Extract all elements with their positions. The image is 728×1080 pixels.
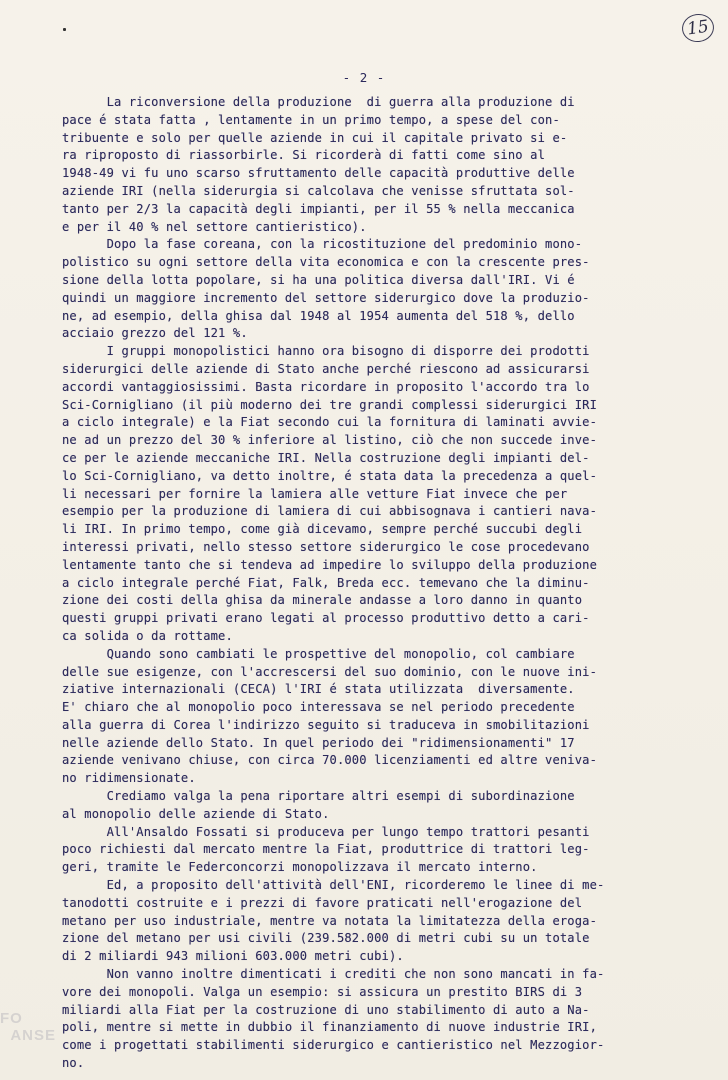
text-line: ce per le aziende meccaniche IRI. Nella costruzione degli impianti del- xyxy=(62,450,590,465)
folio-number-text: 15 xyxy=(685,16,711,40)
text-line: vore dei monopoli. Valga un esempio: si assicura un prestito BIRS di 3 xyxy=(62,984,583,999)
text-line: Crediamo valga la pena riportare altri esempi di subordinazione xyxy=(62,789,575,804)
text-line: La riconversione della produzione di guerra alla produzione di xyxy=(62,95,575,109)
text-line: ziative internazionali (CECA) l'IRI é stata utilizzata diversamente. xyxy=(62,682,575,697)
text-line: tanodotti costruite e i prezzi di favore praticati nell'erogazione del xyxy=(62,895,583,910)
text-line: al monopolio delle aziende di Stato. xyxy=(62,806,330,821)
text-line: geri, tramite le Federconcorzi monopolizzava il mercato interno. xyxy=(62,860,538,875)
text-line: alla guerra di Corea l'indirizzo seguito si traduceva in smobilitazioni xyxy=(62,717,590,732)
text-line: lo Sci-Cornigliano, va detto inoltre, é stata data la precedenza a quel- xyxy=(62,468,598,483)
text-line: no ridimensionate. xyxy=(62,771,196,786)
ink-mark xyxy=(63,28,66,31)
text-line: Quando sono cambiati le prospettive del monopolio, col cambiare xyxy=(62,646,575,661)
text-line: accordi vantaggiosissimi. Basta ricordare in proposito l'accordo tra lo xyxy=(62,379,590,394)
text-line: zione del metano per usi civili (239.582.000 di metri cubi su un totale xyxy=(62,931,590,946)
text-line: nelle aziende dello Stato. In quel periodo dei "ridimensionamenti" 17 xyxy=(62,735,575,750)
text-line: Ed, a proposito dell'attività dell'ENI, ricorderemo le linee di me- xyxy=(62,878,605,893)
text-line: pace é stata fatta , lentamente in un primo tempo, a spese del con- xyxy=(62,112,560,127)
text-line: Non vanno inoltre dimenticati i crediti che non sono mancati in fa- xyxy=(62,967,605,982)
text-line: ca solida o da rottame. xyxy=(62,628,233,643)
text-line: a ciclo integrale) e la Fiat secondo cui la fornitura di laminati avvie- xyxy=(62,415,598,430)
archive-watermark: FO ANSE xyxy=(0,1010,57,1044)
body-text xyxy=(62,94,662,1073)
text-line: poco richiesti dal mercato mentre la Fiat, produttrice di trattori leg- xyxy=(62,842,590,857)
text-line: ne, ad esempio, della ghisa dal 1948 al 1954 aumenta del 518 %, dello xyxy=(62,308,575,323)
text-line: siderurgici delle aziende di Stato anche perché riescono ad assicurarsi xyxy=(62,361,590,376)
text-line: zione dei costi della ghisa da minerale andasse a loro danno in quanto xyxy=(62,593,583,608)
text-line: lentamente tanto che si tendeva ad impedire lo sviluppo della produzione xyxy=(62,557,598,572)
text-line: metano per uso industriale, mentre va notata la limitatezza della eroga- xyxy=(62,913,598,928)
text-line: polistico su ogni settore della vita economica e con la crescente pres- xyxy=(62,255,590,270)
text-line: miliardi alla Fiat per la costruzione di uno stabilimento di auto a Na- xyxy=(62,1002,590,1017)
text-line: delle sue esigenze, con l'accrescersi del suo dominio, con le nuove ini- xyxy=(62,664,598,679)
text-line: aziende IRI (nella siderurgia si calcolava che venisse sfruttata sol- xyxy=(62,183,575,198)
text-line: E' chiaro che al monopolio poco interessava se nel periodo precedente xyxy=(62,700,575,715)
text-line: come i progettati stabilimenti siderurgico e cantieristico nel Mezzogior- xyxy=(62,1038,605,1053)
text-line: questi gruppi privati erano legati al processo produttivo detto a cari- xyxy=(62,611,590,626)
text-line: Dopo la fase coreana, con la ricostituzione del predominio mono- xyxy=(62,237,583,252)
text-line: tribuente e solo per quelle aziende in cui il capitale privato si e- xyxy=(62,130,568,145)
text-line: a ciclo integrale perché Fiat, Falk, Breda ecc. temevano che la diminu- xyxy=(62,575,590,590)
text-line: Sci-Cornigliano (il più moderno dei tre grandi complessi siderurgici IRI xyxy=(62,397,598,412)
text-line: quindi un maggiore incremento del settore siderurgico dove la produzio- xyxy=(62,290,590,305)
text-line: All'Ansaldo Fossati si produceva per lungo tempo trattori pesanti xyxy=(62,824,590,839)
text-line: 1948-49 vi fu uno scarso sfruttamento delle capacità produttive delle xyxy=(62,166,575,181)
text-line: li necessari per fornire la lamiera alle vetture Fiat invece che per xyxy=(62,486,568,501)
text-line: e per il 40 % nel settore cantieristico). xyxy=(62,219,367,234)
text-line: no. xyxy=(62,1056,85,1071)
text-line: di 2 miliardi 943 milioni 603.000 metri cubi). xyxy=(62,949,404,964)
text-line: interessi privati, nello stesso settore siderurgico le cose procedevano xyxy=(62,539,590,554)
text-line: esempio per la produzione di lamiera di cui abbisognava i cantieri nava- xyxy=(62,504,598,519)
text-line: tanto per 2/3 la capacità degli impianti, per il 55 % nella meccanica xyxy=(62,201,575,216)
folio-number xyxy=(680,12,716,44)
text-line: ra riproposto di riassorbirle. Si ricorderà di fatti come sino al xyxy=(62,148,546,163)
text-line: sione della lotta popolare, si ha una politica diversa dall'IRI. Vi é xyxy=(62,272,575,287)
text-line: aziende venivano chiuse, con circa 70.000 licenziamenti ed altre veniva- xyxy=(62,753,598,768)
text-line: ne ad un prezzo del 30 % inferiore al listino, ciò che non succede inve- xyxy=(62,433,598,448)
text-line: li IRI. In primo tempo, come già dicevamo, sempre perché succubi degli xyxy=(62,522,583,537)
page-number: - 2 - xyxy=(342,70,386,85)
text-line: acciaio grezzo del 121 %. xyxy=(62,326,248,341)
text-line: I gruppi monopolistici hanno ora bisogno di disporre dei prodotti xyxy=(62,344,590,359)
text-line: poli, mentre si mette in dubbio il finanziamento di nuove industrie IRI, xyxy=(62,1020,598,1035)
